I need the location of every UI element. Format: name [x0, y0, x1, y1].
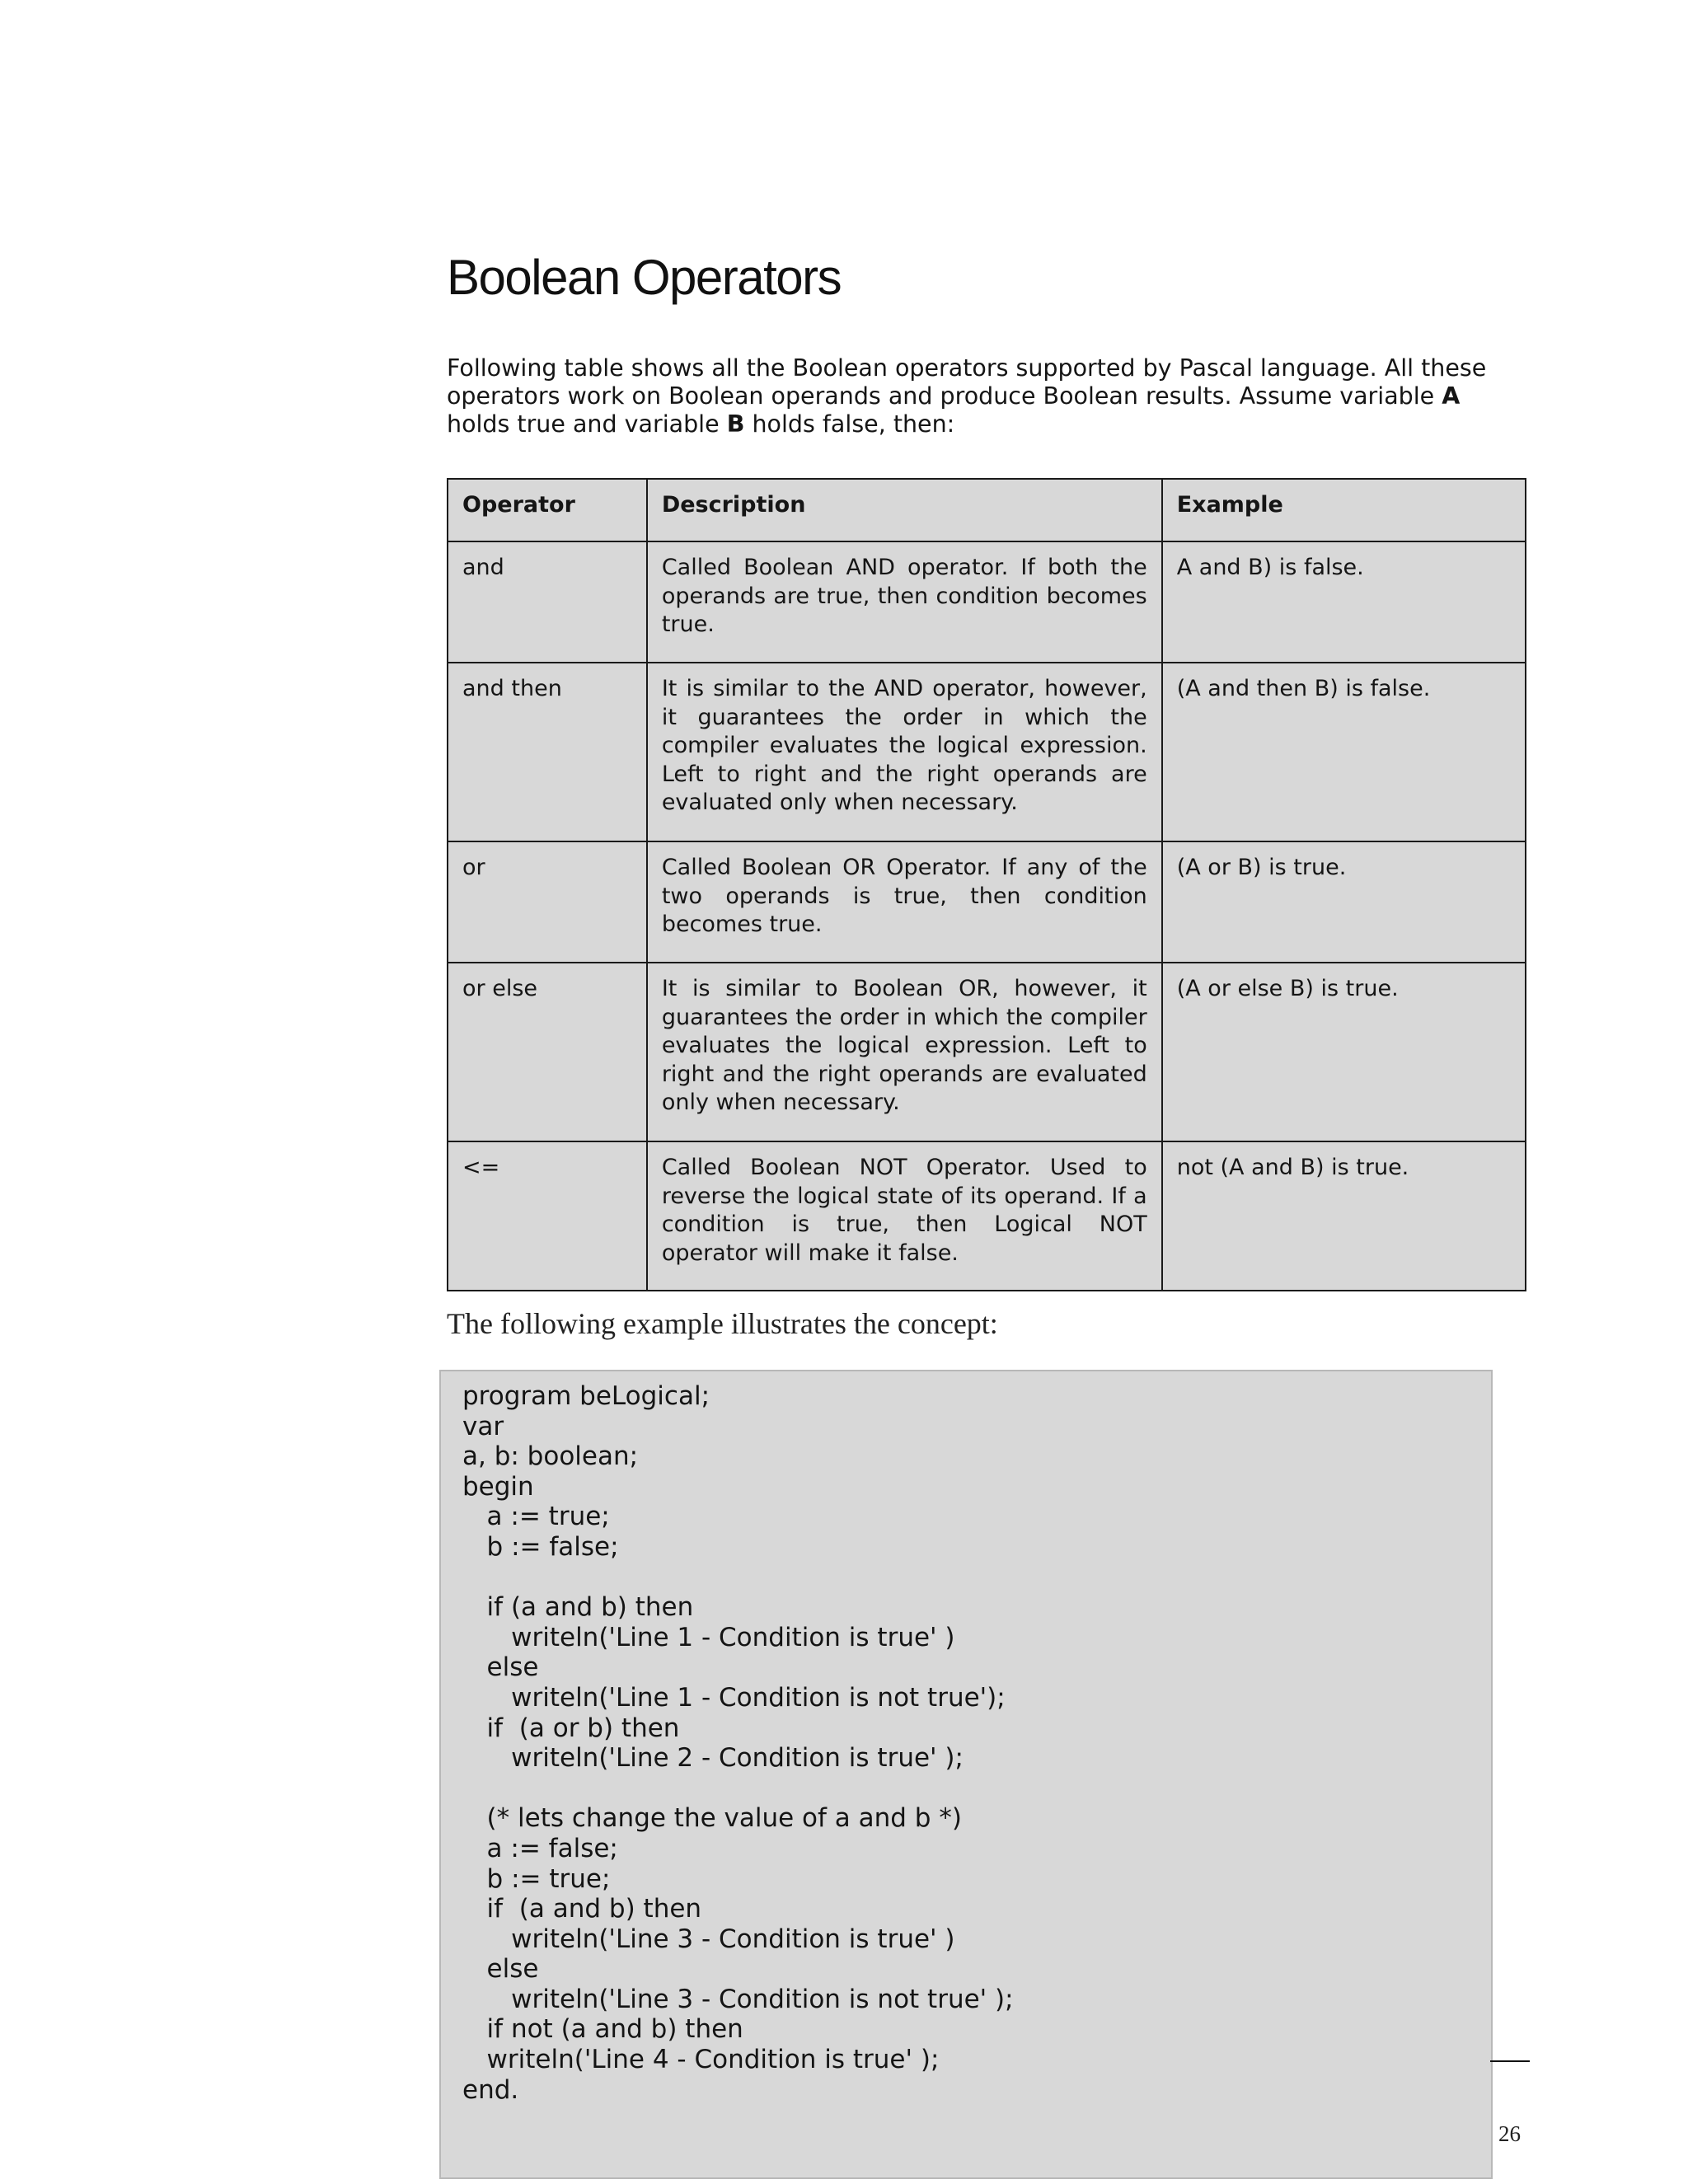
variable-b: B	[726, 410, 745, 438]
table-row	[448, 841, 1526, 963]
example-cell: (A or B) is true.	[1162, 841, 1526, 963]
intro-text-3: holds false, then:	[744, 410, 955, 438]
table-row	[448, 541, 1526, 663]
code-line: writeln('Line 1 - Condition is not true');	[462, 1682, 1006, 1713]
code-line: writeln('Line 3 - Condition is not true' );	[462, 1984, 1014, 2014]
table-header-row	[448, 479, 1526, 541]
header-example: Example	[1162, 479, 1526, 541]
operator-cell: or else	[448, 963, 647, 1141]
code-line: if not (a and b) then	[462, 2014, 743, 2045]
code-line: else	[462, 1954, 539, 1985]
code-line: a := false;	[462, 1833, 618, 1863]
description-cell: Called Boolean OR Operator. If any of the two operands is true, then condition becomes true.	[647, 841, 1162, 963]
example-cell: A and B) is false.	[1162, 541, 1526, 663]
boolean-operators-table	[447, 478, 1526, 1291]
variable-a: A	[1442, 382, 1461, 410]
code-line: writeln('Line 4 - Condition is true' );	[462, 2045, 940, 2075]
header-description: Description	[647, 479, 1162, 541]
code-line: b := true;	[462, 1863, 611, 1894]
description-cell: It is similar to Boolean OR, however, it guarantees the order in which the compiler evaluates the logical expression. Left to right and the right operands are evaluated only when necessary.	[647, 963, 1162, 1141]
example-cell: not (A and B) is true.	[1162, 1141, 1526, 1291]
code-line: a, b: boolean;	[462, 1441, 639, 1472]
operator-cell: and	[448, 541, 647, 663]
operator-cell: <=	[448, 1141, 647, 1291]
intro-paragraph	[447, 354, 1502, 438]
example-intro: The following example illustrates the concept:	[447, 1307, 998, 1340]
code-line: end.	[462, 2074, 519, 2105]
operator-cell: and then	[448, 663, 647, 841]
code-line	[462, 1563, 1014, 1593]
code-example-box	[439, 1370, 1493, 2179]
code-block	[462, 1381, 1014, 2105]
description-cell: Called Boolean AND operator. If both the operands are true, then condition becomes true.	[647, 541, 1162, 663]
code-line: begin	[462, 1471, 534, 1502]
code-line: writeln('Line 3 - Condition is true' )	[462, 1924, 955, 1954]
header-operator: Operator	[448, 479, 647, 541]
description-cell: Called Boolean NOT Operator. Used to reverse the logical state of its operand. If a condition is true, then Logical NOT operator will make it false.	[647, 1141, 1162, 1291]
code-line	[462, 1774, 1014, 1804]
code-line: else	[462, 1652, 539, 1683]
example-cell: (A or else B) is true.	[1162, 963, 1526, 1141]
code-line: writeln('Line 2 - Condition is true' );	[462, 1743, 964, 1774]
intro-text-2: holds true and variable	[447, 410, 727, 438]
operator-cell: or	[448, 841, 647, 963]
example-cell: (A and then B) is false.	[1162, 663, 1526, 841]
footer-rule	[1490, 2060, 1530, 2062]
code-line: var	[462, 1411, 504, 1441]
intro-text-1: Following table shows all the Boolean operators supported by Pascal language. All these operators work on Boolean operands and produce Boolean results. Assume variable	[447, 354, 1487, 410]
code-line: if (a or b) then	[462, 1713, 680, 1743]
code-line: program beLogical;	[462, 1381, 710, 1411]
table-row	[448, 663, 1526, 841]
page-title: Boolean Operators	[447, 250, 842, 305]
code-line: if (a and b) then	[462, 1592, 694, 1623]
code-line: writeln('Line 1 - Condition is true' )	[462, 1622, 955, 1652]
table-row	[448, 963, 1526, 1141]
page-number: 26	[1498, 2121, 1521, 2146]
table-row	[448, 1141, 1526, 1291]
code-line: (* lets change the value of a and b *)	[462, 1803, 962, 1834]
code-line: b := false;	[462, 1531, 619, 1562]
code-line: a := true;	[462, 1502, 610, 1532]
code-line: if (a and b) then	[462, 1894, 702, 1924]
description-cell: It is similar to the AND operator, however, it guarantees the order in which the compiler evaluates the logical expression. Left to right and the right operands are evaluated only when necessary.	[647, 663, 1162, 841]
